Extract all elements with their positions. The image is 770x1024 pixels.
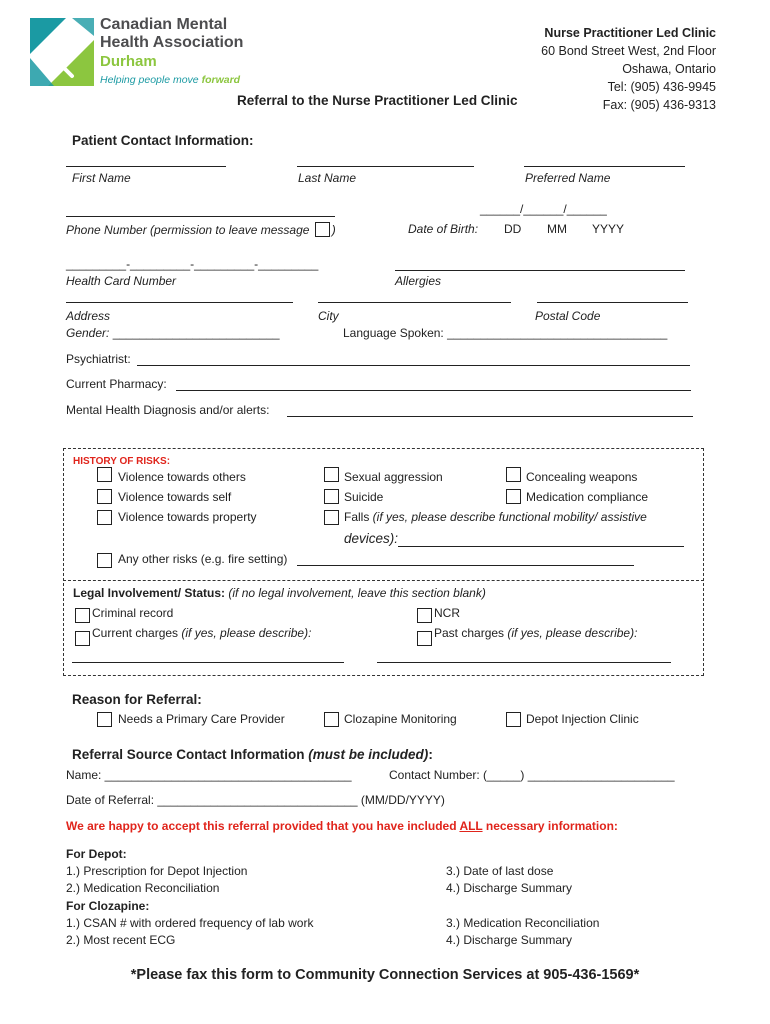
clozapine-heading: For Clozapine: bbox=[66, 899, 150, 913]
risk-falls-label bbox=[344, 510, 647, 524]
risk-violence-property-label: Violence towards property bbox=[118, 510, 257, 524]
risk-other-field[interactable] bbox=[297, 565, 634, 566]
gender-field[interactable]: _________________________ bbox=[112, 326, 280, 340]
tagline-forward: forward bbox=[201, 74, 241, 86]
reason-primary-care-label: Needs a Primary Care Provider bbox=[118, 712, 285, 726]
risk-concealing-weapons-checkbox[interactable] bbox=[506, 467, 521, 482]
dob-field[interactable]: ______/______/______ bbox=[480, 202, 607, 216]
risk-violence-self-label: Violence towards self bbox=[118, 490, 232, 504]
city-field[interactable] bbox=[318, 302, 511, 303]
address-label: Address bbox=[66, 309, 111, 323]
clozapine-item-2: 2.) Most recent ECG bbox=[66, 933, 176, 947]
diagnosis-field[interactable] bbox=[287, 416, 693, 417]
phone-field[interactable] bbox=[66, 216, 335, 217]
legal-heading-text: Legal Involvement/ Status: bbox=[73, 586, 226, 600]
preferred-name-label: Preferred Name bbox=[525, 171, 611, 185]
source-heading-end: : bbox=[428, 747, 433, 762]
past-charges-text: Past charges bbox=[434, 626, 508, 640]
past-charges-label bbox=[434, 626, 637, 640]
last-name-label: Last Name bbox=[298, 171, 357, 185]
current-charges-text: Current charges bbox=[92, 626, 182, 640]
health-card-field[interactable]: _________-_________-_________-_________ bbox=[66, 257, 319, 271]
allergies-label: Allergies bbox=[395, 274, 442, 288]
patient-heading: Patient Contact Information: bbox=[72, 133, 254, 148]
logo-line2: Health Association bbox=[100, 34, 244, 51]
source-heading-text: Referral Source Contact Information bbox=[72, 747, 309, 762]
diagnosis-label: Mental Health Diagnosis and/or alerts: bbox=[66, 403, 270, 417]
risk-other-label: Any other risks (e.g. fire setting) bbox=[118, 552, 288, 566]
leave-message-checkbox[interactable] bbox=[315, 222, 330, 237]
preferred-name-field[interactable] bbox=[524, 166, 685, 167]
falls-note: (if yes, please describe functional mobility/ assistive bbox=[372, 510, 647, 524]
tagline-text: Helping people move bbox=[100, 74, 202, 86]
psychiatrist-field[interactable] bbox=[137, 365, 690, 366]
past-charges-note: (if yes, please describe): bbox=[507, 626, 638, 640]
current-charges-field[interactable] bbox=[72, 662, 344, 663]
depot-item-3: 3.) Date of last dose bbox=[446, 864, 554, 878]
allergies-field[interactable] bbox=[395, 270, 685, 271]
risk-sexual-aggression-label: Sexual aggression bbox=[344, 470, 443, 484]
first-name-label: First Name bbox=[72, 171, 131, 185]
phone-label-close: ) bbox=[331, 223, 336, 237]
clinic-fax: Fax: (905) 436-9313 bbox=[602, 98, 716, 112]
risk-suicide-label: Suicide bbox=[344, 490, 384, 504]
clozapine-item-4: 4.) Discharge Summary bbox=[446, 933, 573, 947]
clinic-address2: Oshawa, Ontario bbox=[622, 62, 716, 76]
logo bbox=[24, 14, 254, 94]
logo-line1: Canadian Mental bbox=[100, 16, 228, 33]
logo-tagline bbox=[100, 74, 240, 86]
notice-text-a: We are happy to accept this referral provided that you have included bbox=[66, 819, 460, 833]
gender-label: Gender: bbox=[66, 326, 110, 340]
last-name-field[interactable] bbox=[297, 166, 474, 167]
risk-violence-others-label: Violence towards others bbox=[118, 470, 246, 484]
notice bbox=[66, 819, 618, 833]
past-charges-field[interactable] bbox=[377, 662, 671, 663]
reason-depot-label: Depot Injection Clinic bbox=[526, 712, 639, 726]
phone-label bbox=[66, 222, 336, 237]
risks-divider bbox=[63, 580, 704, 581]
falls-text: Falls bbox=[344, 510, 373, 524]
dob-dd: DD bbox=[504, 222, 522, 236]
notice-all: ALL bbox=[459, 819, 483, 833]
city-label: City bbox=[318, 309, 339, 323]
ncr-label: NCR bbox=[434, 606, 460, 620]
postal-label: Postal Code bbox=[535, 309, 601, 323]
clozapine-item-1: 1.) CSAN # with ordered frequency of lab work bbox=[66, 916, 314, 930]
risk-suicide-checkbox[interactable] bbox=[324, 489, 339, 504]
risk-other-checkbox[interactable] bbox=[97, 553, 112, 568]
language-label: Language Spoken: bbox=[343, 326, 444, 340]
first-name-field[interactable] bbox=[66, 166, 226, 167]
notice-text-b: necessary information: bbox=[482, 819, 618, 833]
clozapine-item-3: 3.) Medication Reconciliation bbox=[446, 916, 600, 930]
legal-note: (if no legal involvement, leave this section blank) bbox=[225, 586, 486, 600]
risk-violence-others-checkbox[interactable] bbox=[97, 467, 112, 482]
ncr-checkbox[interactable] bbox=[417, 608, 432, 623]
criminal-record-label: Criminal record bbox=[92, 606, 174, 620]
risk-medication-compliance-label: Medication compliance bbox=[526, 490, 649, 504]
current-charges-note: (if yes, please describe): bbox=[181, 626, 312, 640]
dob-mm: MM bbox=[547, 222, 567, 236]
language-row bbox=[343, 326, 667, 340]
source-contact-field[interactable]: Contact Number: (_____) ______________________ bbox=[389, 768, 675, 782]
legal-heading bbox=[73, 586, 486, 600]
reason-heading: Reason for Referral: bbox=[72, 692, 202, 707]
address-field[interactable] bbox=[66, 302, 293, 303]
clinic-name: Nurse Practitioner Led Clinic bbox=[544, 26, 716, 40]
reason-clozapine-label: Clozapine Monitoring bbox=[344, 712, 457, 726]
phone-label-text: Phone Number (permission to leave message bbox=[66, 223, 310, 237]
risk-sexual-aggression-checkbox[interactable] bbox=[324, 467, 339, 482]
risk-violence-property-checkbox[interactable] bbox=[97, 510, 112, 525]
depot-item-4: 4.) Discharge Summary bbox=[446, 881, 573, 895]
risk-concealing-weapons-label: Concealing weapons bbox=[526, 470, 638, 484]
reason-depot-checkbox[interactable] bbox=[506, 712, 521, 727]
past-charges-checkbox[interactable] bbox=[417, 631, 432, 646]
dob-yyyy: YYYY bbox=[592, 222, 625, 236]
clinic-tel: Tel: (905) 436-9945 bbox=[607, 80, 716, 94]
pharmacy-field[interactable] bbox=[176, 390, 691, 391]
risk-medication-compliance-checkbox[interactable] bbox=[506, 489, 521, 504]
depot-item-1: 1.) Prescription for Depot Injection bbox=[66, 864, 248, 878]
depot-heading: For Depot: bbox=[66, 847, 127, 861]
referral-date-field[interactable]: Date of Referral: ______________________________ (MM/DD/YYYY) bbox=[66, 793, 445, 807]
form-title: Referral to the Nurse Practitioner Led Clinic bbox=[237, 93, 518, 108]
pharmacy-label: Current Pharmacy: bbox=[66, 377, 167, 391]
current-charges-label bbox=[92, 626, 311, 640]
risk-falls-checkbox[interactable] bbox=[324, 510, 339, 525]
current-charges-checkbox[interactable] bbox=[75, 631, 90, 646]
cmha-logo-icon bbox=[24, 14, 96, 88]
dob-label: Date of Birth: bbox=[408, 222, 479, 236]
criminal-record-checkbox[interactable] bbox=[75, 608, 90, 623]
risk-violence-self-checkbox[interactable] bbox=[97, 489, 112, 504]
postal-field[interactable] bbox=[537, 302, 688, 303]
depot-item-2: 2.) Medication Reconciliation bbox=[66, 881, 220, 895]
logo-line3: Durham bbox=[100, 53, 157, 70]
devices-field[interactable] bbox=[398, 546, 684, 547]
reason-primary-care-checkbox[interactable] bbox=[97, 712, 112, 727]
reason-clozapine-checkbox[interactable] bbox=[324, 712, 339, 727]
source-heading bbox=[72, 747, 433, 762]
source-name-field[interactable]: Name: _____________________________________ bbox=[66, 768, 352, 782]
devices-label: devices): bbox=[344, 531, 399, 546]
psychiatrist-label: Psychiatrist: bbox=[66, 352, 131, 366]
source-heading-em: (must be included) bbox=[308, 747, 429, 762]
language-field[interactable]: _________________________________ bbox=[447, 326, 668, 340]
clinic-address bbox=[541, 24, 716, 114]
gender-row bbox=[66, 326, 280, 340]
health-card-label: Health Card Number bbox=[66, 274, 177, 288]
risks-heading: HISTORY OF RISKS: bbox=[73, 456, 171, 467]
footer-note: *Please fax this form to Community Connection Services at 905-436-1569* bbox=[130, 967, 640, 983]
clinic-address1: 60 Bond Street West, 2nd Floor bbox=[541, 44, 716, 58]
